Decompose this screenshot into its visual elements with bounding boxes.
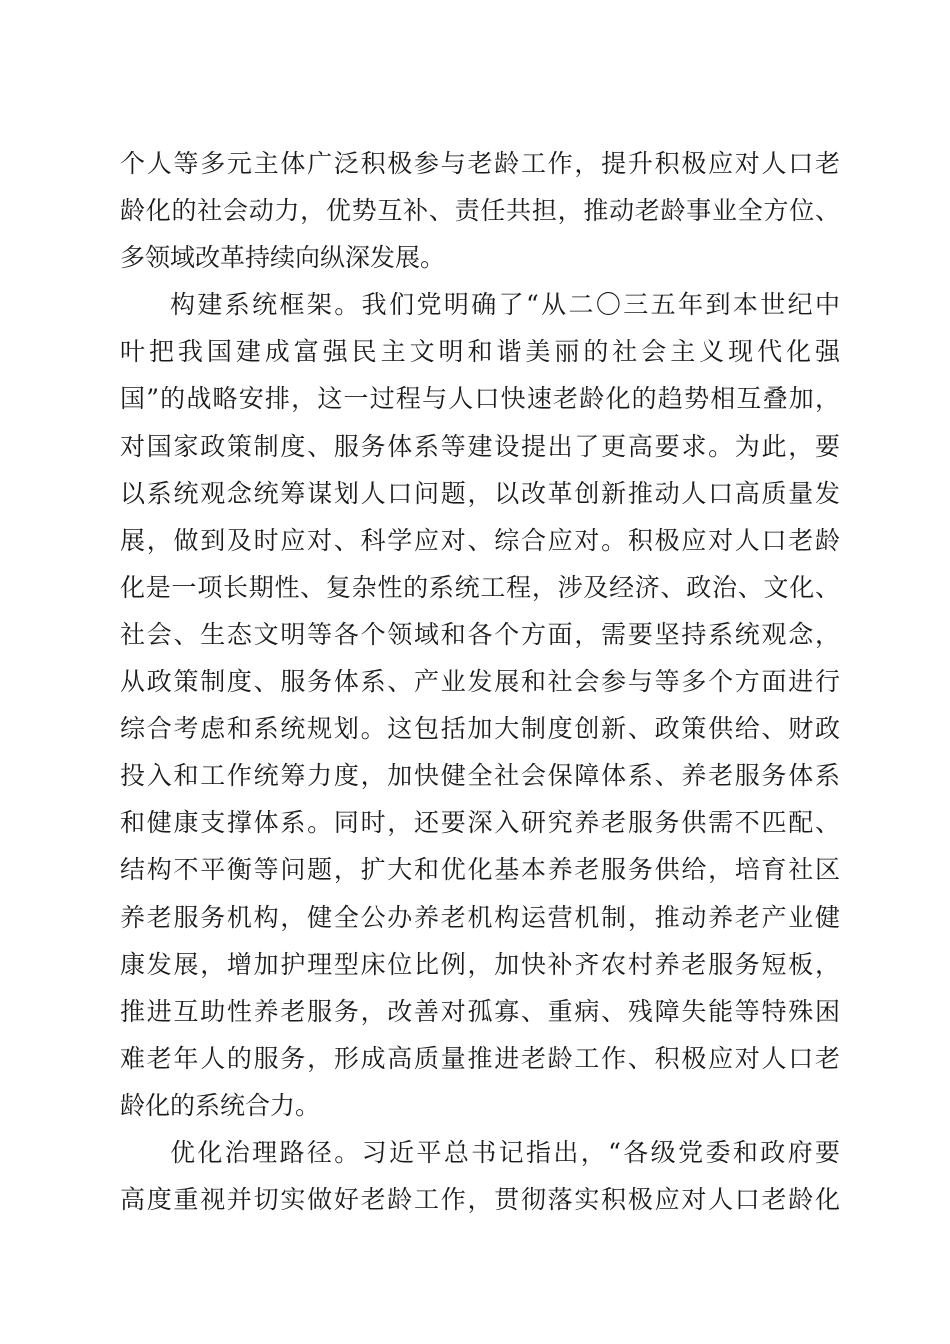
text-line: 构建系统框架。我们党明确了“从二〇三五年到本世纪中 — [170, 290, 840, 320]
text-line: 优化治理路径。习近平总书记指出，“各级党委和政府要 — [170, 1137, 840, 1167]
text-line: 和健康支撑体系。同时，还要深入研究养老服务供需不匹配、 — [120, 808, 840, 838]
text-line: 国”的战略安排，这一过程与人口快速老龄化的趋势相互叠加， — [120, 384, 840, 414]
text-line: 难老年人的服务，形成高质量推进老龄工作、积极应对人口老 — [120, 1043, 840, 1073]
text-line: 养老服务机构，健全公办养老机构运营机制，推动养老产业健 — [120, 902, 840, 932]
text-line: 结构不平衡等问题，扩大和优化基本养老服务供给，培育社区 — [120, 855, 840, 885]
text-line: 叶把我国建成富强民主文明和谐美丽的社会主义现代化强 — [120, 337, 840, 367]
text-line: 对国家政策制度、服务体系等建设提出了更高要求。为此，要 — [120, 431, 840, 461]
text-line: 展，做到及时应对、科学应对、综合应对。积极应对人口老龄 — [120, 525, 840, 555]
text-line: 从政策制度、服务体系、产业发展和社会参与等多个方面进行 — [120, 667, 840, 697]
text-line: 龄化的社会动力，优势互补、责任共担，推动老龄事业全方位、 — [120, 196, 840, 226]
text-line: 社会、生态文明等各个领域和各个方面，需要坚持系统观念， — [120, 619, 840, 649]
text-line: 个人等多元主体广泛积极参与老龄工作，提升积极应对人口老 — [120, 149, 840, 178]
text-line: 推进互助性养老服务，改善对孤寡、重病、残障失能等特殊困 — [120, 996, 840, 1026]
body-text — [120, 140, 840, 1223]
text-line: 综合考虑和系统规划。这包括加大制度创新、政策供给、财政 — [120, 714, 840, 744]
text-line: 投入和工作统筹力度，加快健全社会保障体系、养老服务体系 — [120, 761, 840, 791]
text-line: 龄化的系统合力。 — [120, 1090, 321, 1120]
text-line: 以系统观念统筹谋划人口问题，以改革创新推动人口高质量发 — [120, 478, 840, 508]
text-line: 康发展，增加护理型床位比例，加快补齐农村养老服务短板， — [120, 949, 840, 979]
text-line: 化是一项长期性、复杂性的系统工程，涉及经济、政治、文化、 — [120, 572, 840, 602]
text-line: 多领域改革持续向纵深发展。 — [120, 243, 446, 273]
text-line: 高度重视并切实做好老龄工作，贯彻落实积极应对人口老龄化 — [120, 1185, 840, 1215]
